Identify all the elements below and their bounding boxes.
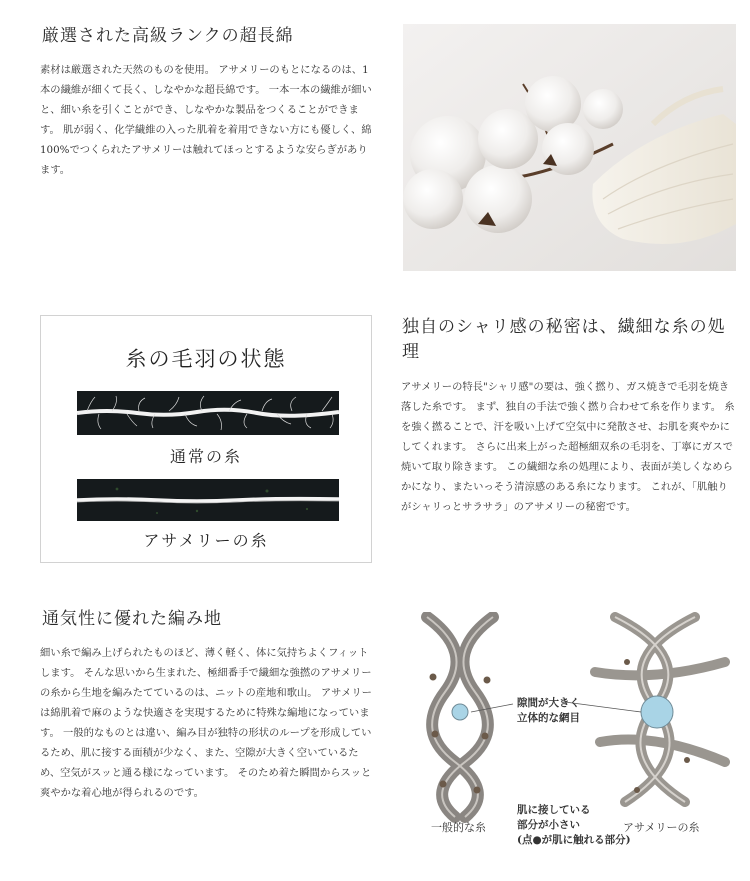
yarn-figure-title: 糸の毛羽の状態 (125, 347, 287, 371)
yarn-fuzz-figure (40, 315, 372, 563)
cotton-illustration (403, 24, 736, 271)
normal-yarn-label: 通常の糸 (169, 447, 242, 466)
gap-callout-line2: 立体的な網目 (517, 712, 580, 724)
section1-title: 厳選された高級ランクの超長綿 (42, 26, 294, 46)
asamery-yarn-photo (77, 479, 339, 521)
contact-callout-line1: 肌に接している (517, 804, 591, 816)
section1-body: 素材は厳選された天然のものを使用。 アサメリーのもとになるのは、1本の繊維が細くて長く、しなやかな超長綿です。 一本一本の繊維が細いと、細い糸を引くことができ、しなやかな製品をつくることができます。 肌が弱く、化学繊維の入った肌着を着用できない方にも優しく、綿100%でつくられたアサメリーは触れてほっとするような安らぎがあります。 (40, 64, 372, 176)
asamery-knit-label: アサメリーの糸 (623, 821, 700, 834)
general-yarn-label: 一般的な糸 (431, 821, 486, 834)
section3-body: 細い糸で編み上げられたものほど、薄く軽く、体に気持ちよくフィットします。 そんな思いから生まれた、極細番手で繊細な強撚のアサメリーの糸から生地を編みたてているのは、ニットの産地和歌山。 アサメリー は綿肌着で麻のような快適さを実現するために特殊な編地になっています。 一般的なものとは違い、編み目が独特の形状のループを形成しているため、肌に接する面積が少なく、また、空隙が大きく空いているため、空気がスッと通る様になっています。 そのため着た瞬間からスッと爽やかな着心地が得られるのです。 (40, 647, 372, 799)
contact-callout-line3: (点●が肌に触れる部分) (517, 834, 631, 846)
contact-callout (517, 803, 631, 848)
gap-callout-line1: 隙間が大きく (517, 697, 580, 709)
normal-yarn-photo (77, 391, 339, 435)
knit-structure-figure (405, 612, 735, 857)
section3-title: 通気性に優れた編み地 (42, 609, 222, 629)
cotton-photo (403, 24, 736, 271)
asamery-yarn-label: アサメリーの糸 (143, 531, 269, 550)
gap-callout (517, 696, 580, 726)
section2-body: アサメリーの特長"シャリ感"の要は、強く撚り、ガス焼きで毛羽を焼き落した糸です。 まず、独自の手法で強く撚り合わせて糸を作ります。 糸を強く撚ることで、汗を吸い上げて空気中に発散させ、お肌を爽やかにしてくれます。 さらに出来上がった超極細双糸の毛羽を、丁寧にガスで焼いて取り除きます。 この繊細な糸の処理により、表面が美しくなめらかになり、またいっそう清涼感のある糸になります。 これが、「肌触りがシャリっとサラサラ」のアサメリーの秘密です。 (401, 381, 735, 513)
contact-callout-line2: 部分が小さい (517, 819, 580, 831)
section2-title: 独自のシャリ感の秘密は、繊細な糸の処理 (402, 317, 726, 362)
